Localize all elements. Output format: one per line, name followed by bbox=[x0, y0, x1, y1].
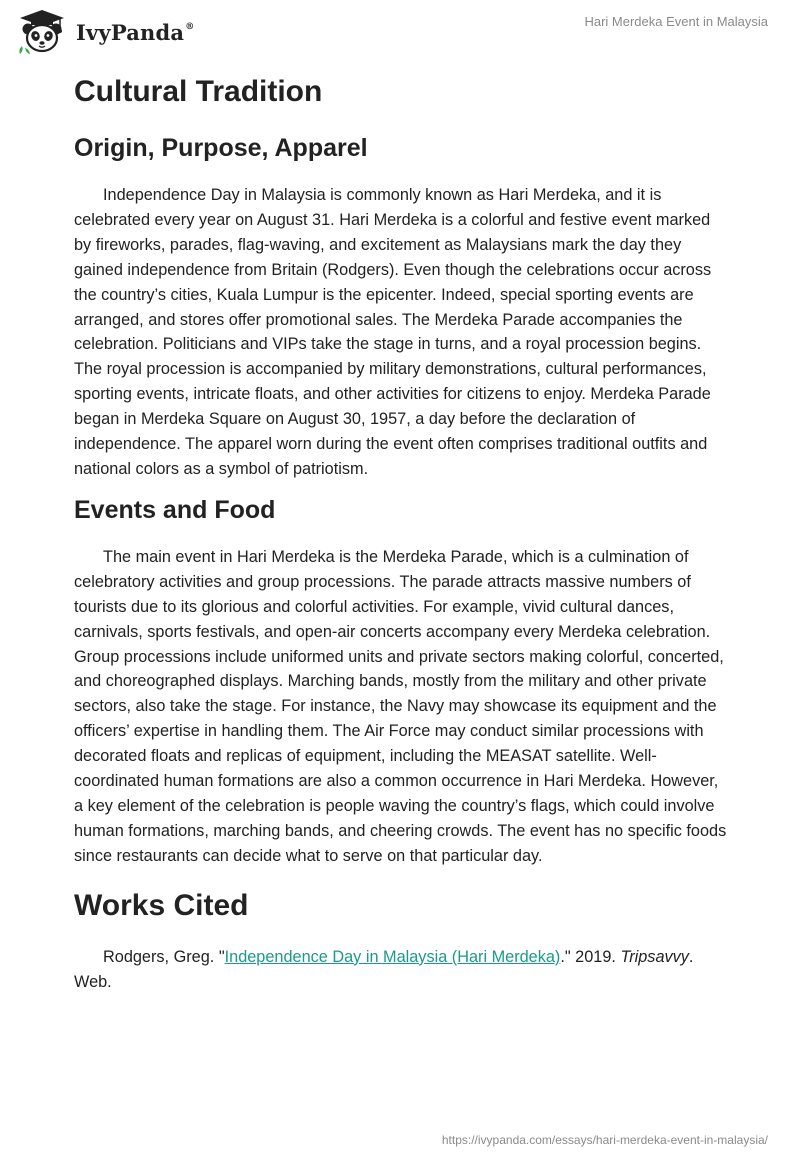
citation-author: Rodgers, Greg. " bbox=[103, 947, 225, 966]
works-cited-heading: Works Cited bbox=[74, 888, 249, 922]
citation-entry bbox=[74, 945, 730, 995]
brand-name bbox=[76, 20, 194, 45]
section-paragraph-origin: Independence Day in Malaysia is commonly known as Hari Merdeka, and it is celebrated every year on August 31. Hari Merdeka is a colorful and festive event marked by fireworks, parades, flag-waving, and excitement as Malaysians mark the day they gained independence from Britain (Rodgers). Even though the celebrations occur across the country’s cities, Kuala Lumpur is the epicenter. Indeed, special sporting events are arranged, and stores offer promotional sales. The Merdeka Parade accompanies the celebration. Politicians and VIPs take the stage in turns, and a royal procession begins. The royal procession is accompanied by military demonstrations, cultural performances, sporting events, intricate floats, and other activities for citizens to enjoy. Merdeka Parade began in Merdeka Square on August 30, 1957, a day before the declaration of independence. The apparel worn during the event often comprises traditional outfits and national colors as a symbol of patriotism. bbox=[74, 186, 712, 478]
section-paragraph-events: The main event in Hari Merdeka is the Merdeka Parade, which is a culmination of celebratory activities and group processions. The parade attracts massive numbers of tourists due to its glorious and colorful activities. For example, vivid cultural dances, carnivals, sports festivals, and open-air concerts accompany every Merdeka celebration. Group processions include uniformed units and private sectors making colorful, concerted, and choreographed displays. Marching bands, mostly from the military and other private sectors, also take the stage. For instance, the Navy may showcase its equipment and the officers’ expertise in handling them. The Air Force may conduct similar processions with decorated floats and replicas of equipment, including the MEASAT satellite. Well-coordinated human formations are also a common occurrence in Hari Merdeka. However, a key element of the celebration is people waving the country’s flags, which could involve human formations, marching bands, and cheering crowds. The event has no specific foods since restaurants can decide what to serve on that particular day. bbox=[74, 547, 727, 865]
section-heading-events: Events and Food bbox=[74, 495, 276, 524]
page-header bbox=[0, 0, 800, 66]
document-title: Hari Merdeka Event in Malaysia bbox=[584, 14, 768, 29]
section-heading-origin: Origin, Purpose, Apparel bbox=[74, 134, 368, 162]
brand-logo[interactable] bbox=[16, 8, 194, 54]
essay-content bbox=[74, 70, 730, 994]
registered-mark: ® bbox=[185, 21, 195, 32]
citation-year: ." 2019. bbox=[560, 947, 616, 966]
footer-url[interactable]: https://ivypanda.com/essays/hari-merdeka-event-in-malaysia/ bbox=[441, 1133, 768, 1147]
citation-link[interactable]: Independence Day in Malaysia (Hari Merdeka) bbox=[224, 947, 561, 966]
brand-name-text: IvyPanda bbox=[76, 19, 185, 45]
citation-medium: . Web. bbox=[74, 947, 694, 991]
citation-publication: Tripsavvy bbox=[620, 947, 689, 966]
page-title: Cultural Tradition bbox=[74, 75, 323, 108]
panda-logo-icon bbox=[16, 8, 68, 54]
